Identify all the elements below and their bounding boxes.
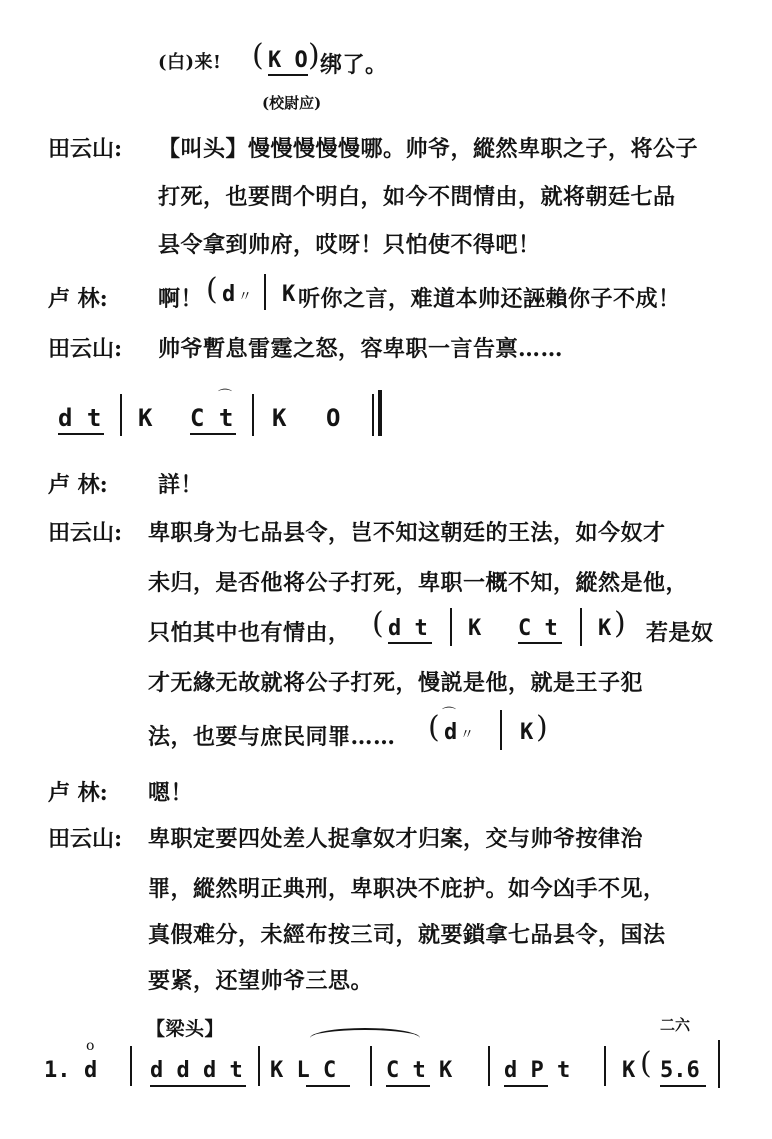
speaker-tian: 田云山: [48,520,123,546]
score-note: C t [518,616,558,641]
underline [660,1085,706,1087]
score-note: K [138,404,153,432]
barline [252,394,254,436]
final-barline-thick [378,390,382,436]
speech-interjection: 啊！ [158,286,204,312]
score-note: O [326,404,341,432]
barline [264,274,266,310]
speaker-tian: 田云山: [48,336,123,362]
speech-line: 若是奴 [646,620,714,646]
score-note: K [598,616,612,641]
barline [130,1046,132,1086]
score-note: 1. [44,1058,71,1083]
score-note: K [622,1058,636,1083]
underline [518,642,562,644]
speech-line: 詳！ [158,472,204,498]
speech-line: 听你之言，难道本帅还誣賴你子不成！ [298,286,681,312]
score-measure: C t K [386,1058,453,1083]
dot-mark: o [86,1038,95,1054]
speech-line: 才无緣无故就将公子打死，慢説是他，就是王子犯 [148,670,644,696]
underline [150,1085,246,1087]
score-measure: d P t [504,1058,571,1083]
stage-direction: (白)来! [158,52,222,73]
speaker-tian: 田云山: [48,826,123,852]
speech-line: 县令拿到帅府，哎呀！只怕使不得吧！ [158,232,541,258]
barline [488,1046,490,1086]
fermata: ⌒ [218,389,232,405]
accent-mark: 〃 [238,289,252,305]
open-paren: ( [640,1046,652,1081]
barline [450,608,452,646]
speech-line: 卑职身为七品县令，岂不知这朝廷的王法，如今奴才 [148,520,666,546]
speech-line: 嗯！ [148,780,194,806]
open-paren: ( [372,606,384,641]
score-label: 【梁头】 [146,1018,225,1040]
barline [500,710,502,750]
score-note: 5.6 [660,1058,700,1083]
stage-note: (校尉应) [262,94,322,112]
score-note: d [84,1058,98,1083]
final-barline-thin [372,394,374,436]
underline [306,1085,350,1087]
speaker-lu: 卢 林: [48,472,108,498]
speaker-lu: 卢 林: [48,780,108,806]
open-paren: ( [206,272,218,307]
barline [258,1046,260,1086]
speech-line: 罪，縱然明正典刑，卑职决不庇护。如今凶手不见， [148,876,666,902]
score-note: d t [388,616,428,641]
score-note: d [444,720,458,745]
score-note: K [520,720,534,745]
speaker-lu: 卢 林: [48,286,108,312]
score-note: K [468,616,482,641]
underline [504,1085,548,1087]
speech-line: 未归，是否他将公子打死，卑职一概不知，縱然是他， [148,570,689,596]
perc-k-o: K O [268,48,308,73]
barline [580,608,582,646]
score-note: C t [190,404,234,432]
score-note: K [272,404,287,432]
underline [386,1085,430,1087]
speaker-tian: 田云山: [48,136,123,162]
underline [388,642,432,644]
underline [58,433,104,435]
slur [310,1028,420,1048]
speech-line: 帅爷暫息雷霆之怒，容卑职一言告禀…… [158,336,564,362]
speech-line: 【叫头】慢慢慢慢慢哪。帅爷，縱然卑职之子，将公子 [158,136,699,162]
underline [190,433,236,435]
perc-k: K [282,282,296,307]
speech-line: 只怕其中也有情由， [148,620,351,646]
barline [120,394,122,436]
underline [268,74,308,76]
close-paren: ) [536,710,548,745]
perc-d: d [222,282,236,307]
score-measure: d t [58,404,102,432]
barline [718,1040,720,1088]
speech-line: 卑职定要四处差人捉拿奴才归案，交与帅爷按律治 [148,826,644,852]
line1-suffix: 绑了。 [320,52,388,78]
speech-line: 法，也要与庶民同罪…… [148,724,396,750]
score-measure: K L C [270,1058,337,1083]
open-paren: ( [252,38,264,73]
close-paren: ) [308,38,320,73]
barline [604,1046,606,1086]
accent-mark: 〃 [460,727,474,743]
fermata: ⌒ [442,707,456,723]
page-number: 二六 [660,1016,691,1034]
barline [370,1046,372,1086]
speech-line: 要紧，还望帅爷三思。 [148,968,374,994]
score-measure: d d d t [150,1058,243,1083]
close-paren: ) [614,606,626,641]
speech-line: 真假难分，未經布按三司，就要鎖拿七品县令，国法 [148,922,666,948]
speech-line: 打死，也要問个明白，如今不問情由，就将朝廷七品 [158,184,676,210]
open-paren: ( [428,710,440,745]
